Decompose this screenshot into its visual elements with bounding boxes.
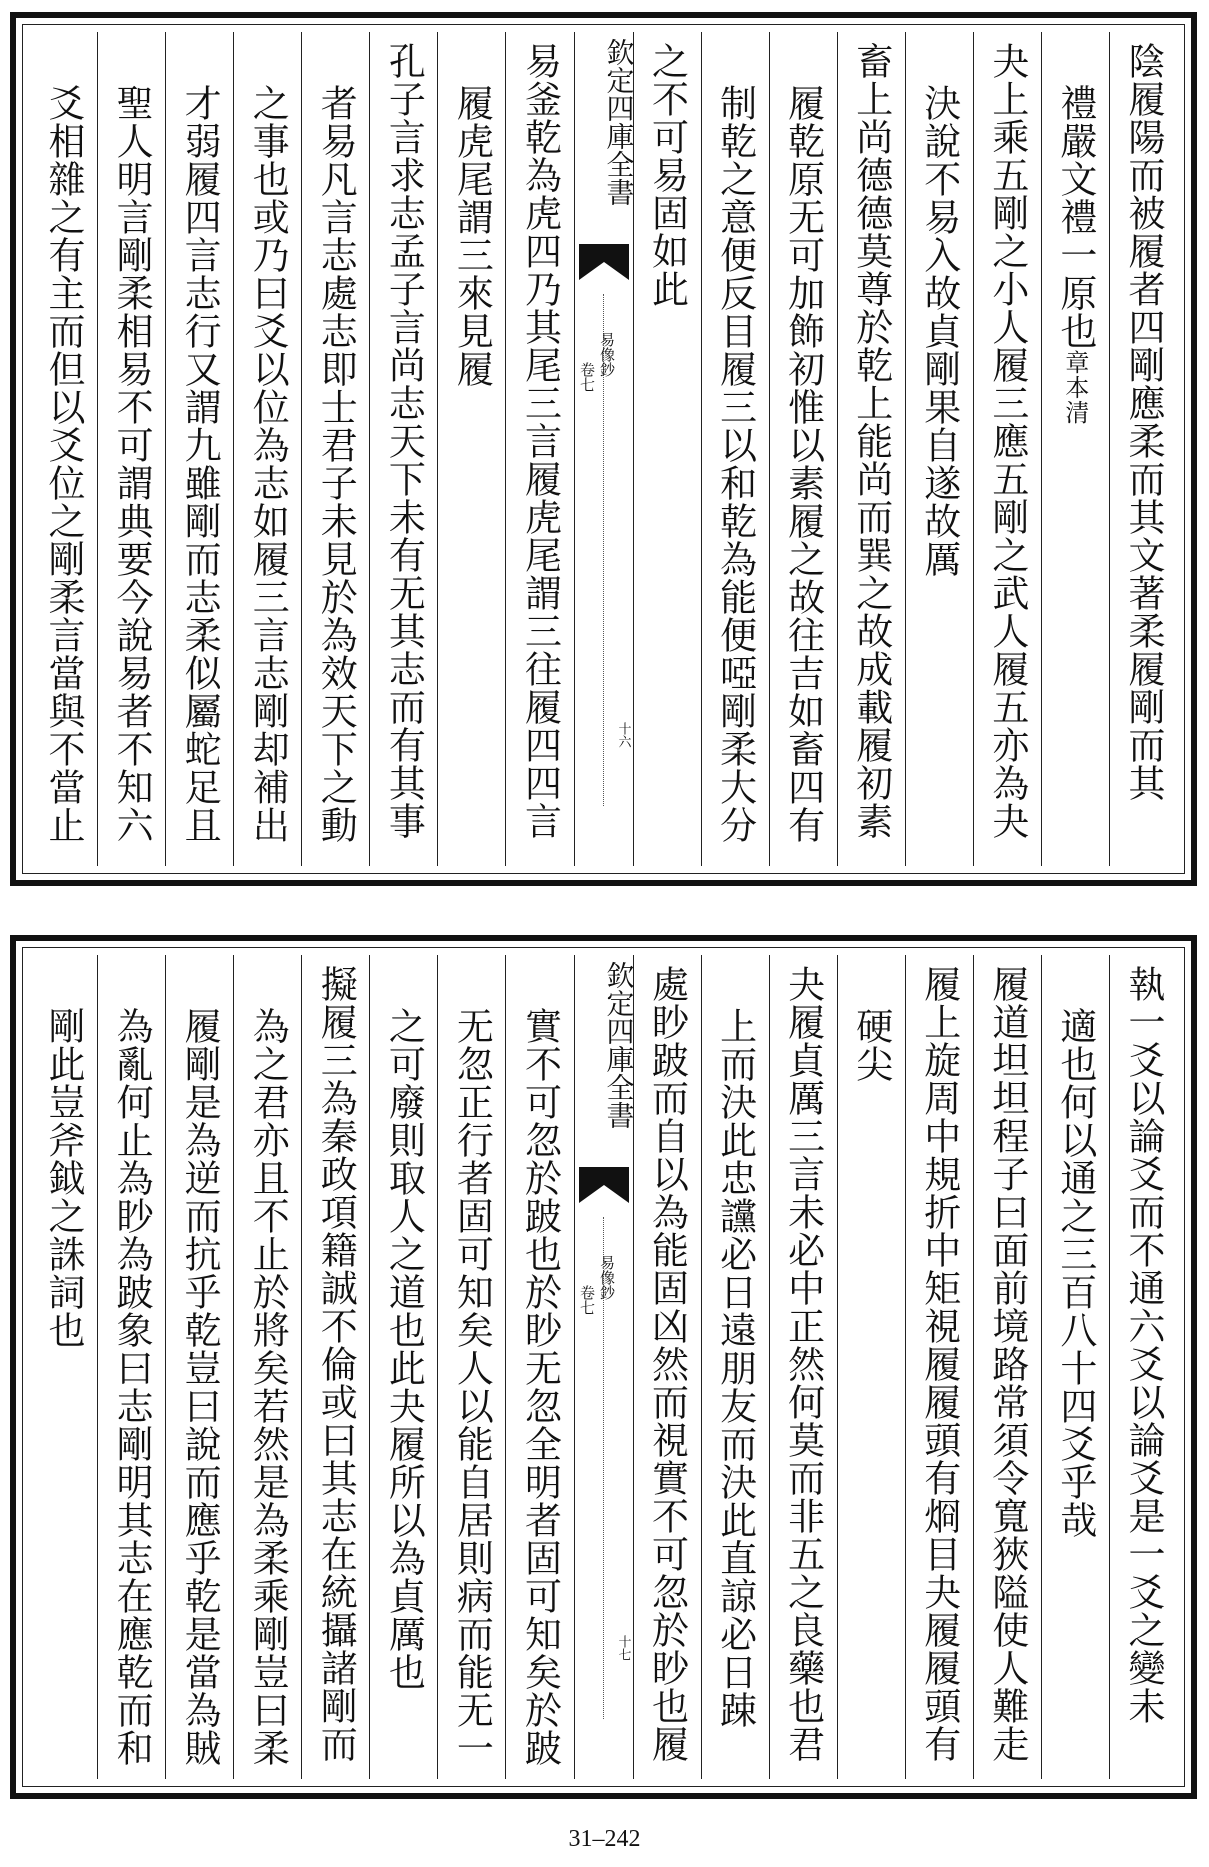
column-text: 之可廢則取人之道也此夬履所以為貞厲也 (382, 1007, 426, 1691)
text-column (1109, 32, 1177, 866)
column-text: 才弱履四言志行又謂九雖剛而志柔似屬蛇足且 (178, 84, 222, 844)
fish-tail-mark-icon (579, 1167, 629, 1203)
text-column (233, 955, 301, 1779)
column-text: 孔子言求志孟子言尚志天下未有无其志而有其事 (382, 42, 426, 840)
volume-number: 卷七 (578, 362, 596, 392)
collection-title: 欽定四庫全書 (602, 961, 636, 1129)
bottom-page (10, 935, 1197, 1799)
text-column (633, 955, 701, 1779)
leaf-number: 十六 (615, 722, 631, 748)
text-column (1041, 32, 1109, 866)
column-text: 履虎尾謂三來見履 (450, 84, 494, 388)
text-column (301, 32, 369, 866)
text-column (97, 32, 165, 866)
column-text: 者易凡言志處志即士君子未見於為效天下之動 (314, 84, 358, 844)
column-text: 剛此豈斧鉞之誅詞也 (42, 1007, 86, 1349)
page-number: 31–242 (568, 1826, 641, 1852)
inline-note: 章本清 (1060, 350, 1089, 425)
book-title: 易像鈔 (598, 332, 616, 377)
text-column (701, 32, 769, 866)
text-column (165, 955, 233, 1779)
text-column (30, 955, 97, 1779)
text-column (1109, 955, 1177, 1779)
column-text: 執一爻以論爻而不通六爻以論爻是一爻之變未 (1121, 965, 1165, 1725)
text-column (301, 955, 369, 1779)
column-text: 禮嚴文禮一原也章本清 (1053, 84, 1097, 425)
column-text: 擬履三為秦政項籍誠不倫或曰其志在統攝諸剛而 (314, 965, 358, 1763)
collection-title: 欽定四庫全書 (602, 38, 636, 206)
top-page-columns (30, 32, 1177, 866)
text-column (369, 32, 437, 866)
leaf-number: 十七 (615, 1635, 631, 1661)
text-column (30, 32, 97, 866)
column-text: 履上旋周中規折中矩視履履頭有烱目夬履履頭有 (917, 965, 961, 1763)
column-text: 為亂何止為眇為跛象曰志剛明其志在應乾而和 (110, 1007, 154, 1767)
text-column (973, 32, 1041, 866)
text-column (837, 955, 905, 1779)
column-text: 制乾之意便反目履三以和乾為能便啞剛柔大分 (713, 84, 757, 844)
column-text: 實不可忽於跛也於眇无忽全明者固可知矣於跛 (518, 1007, 562, 1767)
text-column (905, 955, 973, 1779)
text-column (905, 32, 973, 866)
text-column (369, 955, 437, 1779)
top-page (10, 12, 1197, 886)
text-column (97, 955, 165, 1779)
column-text: 履乾原无可加飾初惟以素履之故往吉如畜四有 (781, 84, 825, 844)
column-text: 適也何以通之三百八十四爻乎哉 (1053, 1007, 1097, 1539)
text-column (233, 32, 301, 866)
text-column (437, 32, 505, 866)
center-fold-column (574, 955, 636, 1779)
text-column (633, 32, 701, 866)
column-text: 夬履貞厲三言未必中正然何莫而非五之良藥也君 (781, 965, 825, 1763)
column-text: 決說不易入故貞剛果自遂故厲 (917, 84, 961, 578)
volume-number: 卷七 (578, 1285, 596, 1315)
column-text: 履剛是為逆而抗乎乾豈曰說而應乎乾是當為賊 (178, 1007, 222, 1767)
text-column (505, 955, 573, 1779)
column-text: 為之君亦且不止於將矣若然是為柔乘剛豈曰柔 (246, 1007, 290, 1767)
text-column (701, 955, 769, 1779)
center-fold-column (574, 32, 636, 866)
column-text: 聖人明言剛柔相易不可謂典要今說易者不知六 (110, 84, 154, 844)
column-text: 之不可易固如此 (645, 42, 689, 308)
column-text: 上而決此忠讜必日遠朋友而決此直諒必日踈 (713, 1007, 757, 1729)
column-text: 夬上乘五剛之小人履三應五剛之武人履五亦為夬 (985, 42, 1029, 840)
text-column (437, 955, 505, 1779)
text-column (837, 32, 905, 866)
book-title: 易像鈔 (598, 1255, 616, 1300)
fish-tail-mark-icon (579, 244, 629, 280)
column-text: 陰履陽而被履者四剛應柔而其文著柔履剛而其 (1121, 42, 1165, 802)
column-text: 无忽正行者固可知矣人以能自居則病而能无一 (450, 1007, 494, 1767)
column-text: 易釜乾為虎四乃其尾三言履虎尾謂三往履四四言 (518, 42, 562, 840)
bottom-page-columns (30, 955, 1177, 1779)
column-text: 爻相雜之有主而但以爻位之剛柔言當與不當止 (42, 84, 86, 844)
column-text: 處眇跛而自以為能固凶然而視實不可忽於眇也履 (645, 965, 689, 1763)
text-column (769, 32, 837, 866)
text-column (769, 955, 837, 1779)
text-column (505, 32, 573, 866)
column-text: 畜上尚德德莫尊於乾上能尚而巽之故成載履初素 (849, 42, 893, 840)
column-text: 履道坦坦程子曰面前境路常須令寬狹隘使人難走 (985, 965, 1029, 1763)
column-text: 硬尖 (849, 1007, 893, 1083)
column-text: 之事也或乃曰爻以位為志如履三言志剛却補出 (246, 84, 290, 844)
text-column (1041, 955, 1109, 1779)
text-column (165, 32, 233, 866)
text-column (973, 955, 1041, 1779)
